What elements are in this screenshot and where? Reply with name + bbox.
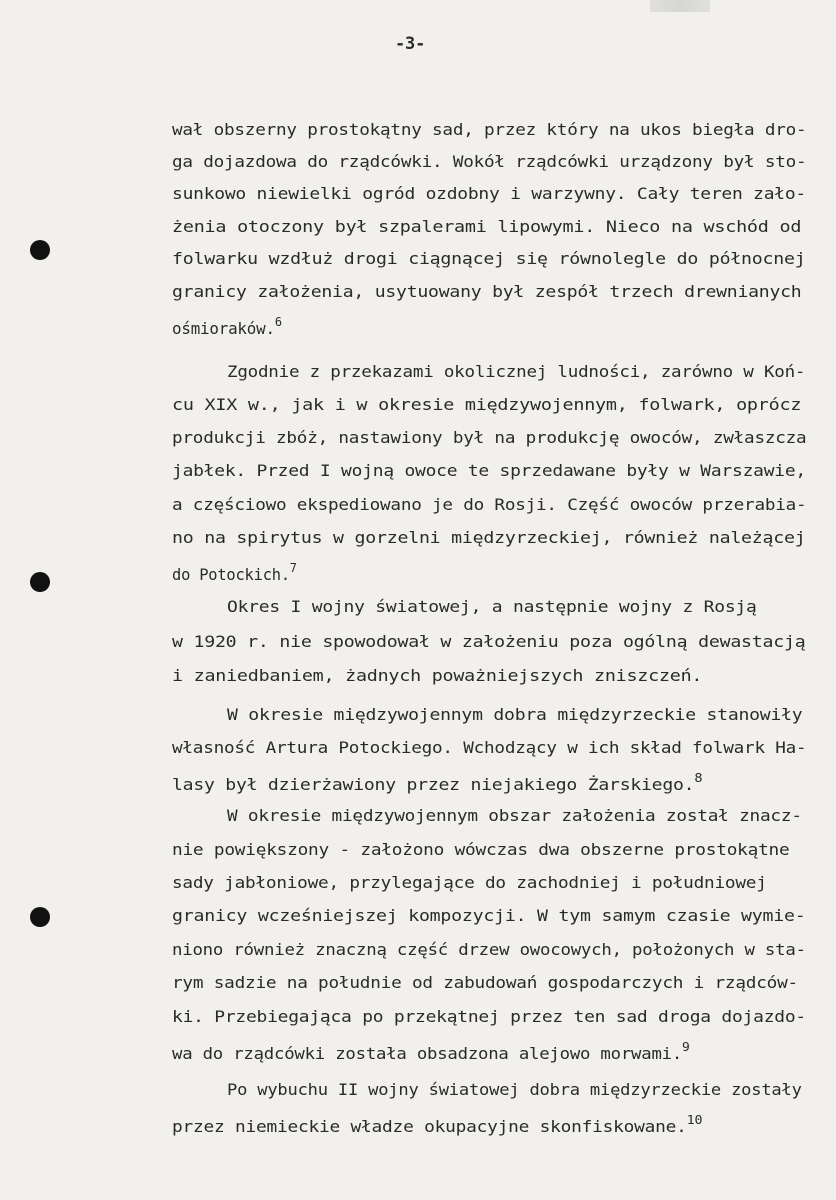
text-line: rym sadzie na południe od zabudowań gospodarczych i rządców- [172,973,798,992]
footnote-ref: 10 [686,1113,703,1127]
text-line: a częściowo ekspediowano je do Rosji. Część owoców przerabia- [172,495,807,514]
text-line: wa do rządcówki została obsadzona alejowo morwami.$^9$ [172,1040,690,1063]
page-number: -3- [395,34,426,54]
text-line: granicy wcześniejszej kompozycji. W tym samym czasie wymie- [172,906,806,925]
footnote-ref: 8 [694,771,703,785]
text-line: żenia otoczony był szpalerami lipowymi. Nieco na wschód od [172,217,802,236]
text-line: jabłek. Przed I wojną owoce te sprzedawane były w Warszawie, [172,461,806,480]
punch-hole [30,572,50,592]
text-line: przez niemieckie władze okupacyjne skonfiskowane.$^{10}$ [172,1113,703,1136]
text-line: ga dojazdowa do rządcówki. Wokół rządcówki urządzony był sto- [172,152,807,171]
text-line: granicy założenia, usytuowany był zespół trzech drewnianych [172,282,802,301]
text-line: w 1920 r. nie spowodował w założeniu poza ogólną dewastacją [172,632,806,651]
text-line: Po wybuchu II wojny światowej dobra międzyrzeckie zostały [227,1080,802,1099]
text-line: sady jabłoniowe, przylegające do zachodniej i południowej [172,873,767,892]
text-line: folwarku wzdłuż drogi ciągnącej się równolegle do północnej [172,249,806,268]
punch-hole [30,907,50,927]
text-line: wał obszerny prostokątny sad, przez który na ukos biegła dro- [172,120,807,139]
text-line: W okresie międzywojennym obszar założenia został znacz- [227,806,802,825]
text-line: Okres I wojny światowej, a następnie wojny z Rosją [227,597,757,616]
paper-smudge [650,0,710,12]
text-line: lasy był dzierżawiony przez niejakiego Żarskiego.$^8$ [172,771,703,794]
text-line: produkcji zbóż, nastawiony był na produkcję owoców, zwłaszcza [172,428,807,447]
text-line: własność Artura Potockiego. Wchodzący w ich skład folwark Ha- [172,738,807,757]
text-line: do Potockich.$^7$ [172,561,297,584]
text-line: Zgodnie z przekazami okolicznej ludności, zarówno w Koń- [227,362,806,381]
footnote-ref: 7 [289,561,297,575]
text-line: niono również znaczną część drzew owocowych, położonych w sta- [172,940,806,959]
text-line: cu XIX w., jak i w okresie międzywojennym, folwark, oprócz [172,395,802,414]
text-line: W okresie międzywojennym dobra międzyrzeckie stanowiły [227,705,803,724]
text-line: ki. Przebiegająca po przekątnej przez ten sad droga dojazdo- [172,1007,806,1026]
punch-hole [30,240,50,260]
footnote-ref: 9 [682,1040,690,1054]
text-line: ośmioraków.$^6$ [172,315,282,338]
text-line: nie powiększony - założono wówczas dwa obszerne prostokątne [172,840,790,859]
text-line: no na spirytus w gorzelni międzyrzeckiej, również należącej [172,528,806,547]
text-line: sunkowo niewielki ogród ozdobny i warzywny. Cały teren zało- [172,184,806,203]
footnote-ref: 6 [274,315,282,329]
text-line: i zaniedbaniem, żadnych poważniejszych zniszczeń. [172,666,703,685]
